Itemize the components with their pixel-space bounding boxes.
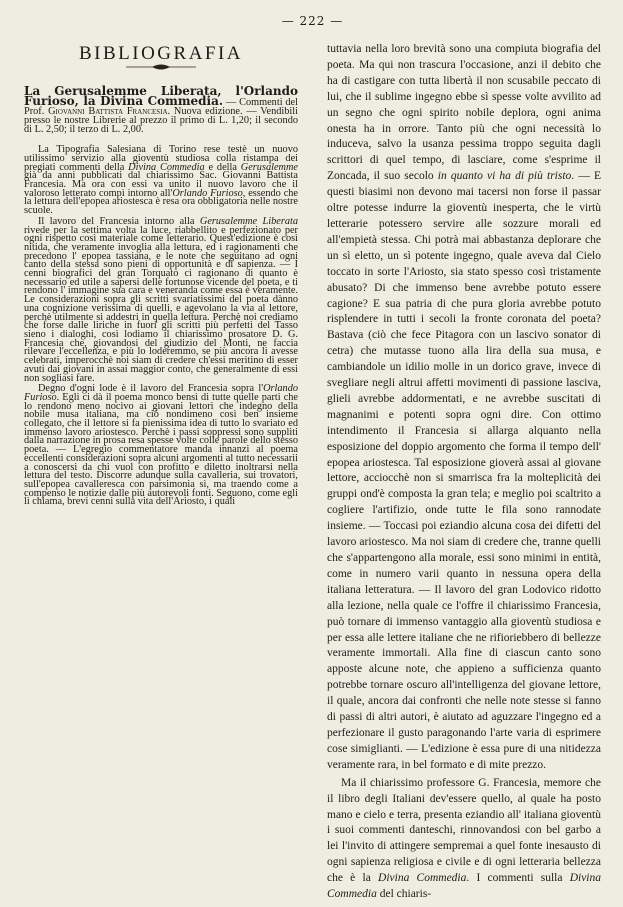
entry-author: Giovanni Battista Francesia [48,106,168,118]
text-run: . I commenti sulla [466,872,570,885]
text-run: tuttavia nella loro brevità sono una compiuta biografia del poeta. Ma qui non trascura l'occasione, anzi il debito che ha di castigare con tutta libertà il non scusabile peccato di lui, che il sublime ingegno ebbe sì spesse volte avvilito ad un segno che ogni spirito nobile deplora, ogni anima onesta ha in orrore. Tanto più che ogni necessità lo induceva, salvo la usanza pessima troppo seguita dagli scrittori di quel tempo, di lasciare, come s'esprime il Zoncada, il suo secolo [327,43,601,183]
text-run: Il lavoro del Francesia intorno alla [38,215,200,227]
text-run: . — E questi biasimi non devono mai tacersi non forse il passar oltre potesse indurre la gioventù inesperta, che le virtù letterarie potessero servire alle sozzure morali ed all'empietà stessa. Chi potrà mai abbastanza deplorare che un sì eletto, un sì potente ingegno, quale aveva dal Cielo toccato in sorte l'Ariosto, sia stato spesso così tristamente abusato? Di che immenso bene avrebbe potuto essere cagione? E sua patria di che pura gloria avrebbe potuto risplendere in tutti i secoli la fronte coronata del poeta? Bastava (ciò che fece Pitagora con un lascivo sonator di cetra) che mutasse tuono alla lira della sua musa, e cambiandole un idilio molle in un dorico grave, invece di svegliare negli altrui affetti movimenti di passione lasciva, glieli avrebbe addormentati, e ne avrebbe suscitati di magnanimi e potenti sopra ogni dire. Con ottimo intendimento il Francesia si allarga alquanto nella esposizione del doppio argomento che forma il tempo dell' epopea ariostesca. Tal esposizione gioverà assai al giovane lettore, acciocchè non si smarrisca fra la molteplicità dei gruppi ond'è composta la gran tela; e meglio poi scaltrito a cogliere l'artifizio, onde tutte le fila sono rannodate insieme. — Toccasi poi eziandio alcuna cosa dei difetti del lavoro ariostesco. Ma noi siam di credere che, tranne quelli che s'appartengono alla morale, essi sono minimi in entità, come in numero varii quanto in nessuna opera della italiana letteratura. — Il lavoro del gran Lodovico ridotto alla lezione, nella quale ce l'offre il chiarissimo Francesia, può tornare di immenso vantaggio alla gioventù studiosa e per essa alle lettere italiane che ne rifioriebbero di bellezze veramente immortali. Alla fine di ciascun canto sono apposte alcune note, che appieno a sufficienza quanto potrebbe tornare oscuro all'intelligenza del giovane lettore, il quale, ancora dai confronti che nelle note stesse si fanno di passi di altri autori, è aiutato ad aguzzare l'ingegno ed a perfezionare il gusto paragonando l'arte varia di esprimere cose simiglianti. — L'edizione è essa pure di una nitidezza veramente rara, in bel formato e di mite prezzo. [327,170,601,771]
text-run: Ma il chiarissimo professore G. Francesia, memore che il libro degli Italiani dev'essere quello, al quale ha posto mano e cielo e terra, presenta eziandio all' italiana gioventù i suoi commenti danteschi, rinnovandosi con bel garbo a lei l'invito di attingere sempremai a quel fonte inesausto di ogni sapienza religiosa e civile e di ogni letteraria bellezza che è la [327,776,601,885]
italic-title: Gerusalemme Liberata [199,215,298,227]
left-paragraph-2 [24,215,298,384]
italic-title: Divina Commedia [378,872,467,885]
right-paragraph-2 [327,776,601,903]
text-run: , essendo che la lettura dell'epopea ariostesca è resa ora obbligatoria nelle nostre scuole. [24,187,298,217]
italic-title: Orlando Furioso [172,187,243,199]
italic-title: Orlando Furioso [24,383,298,403]
two-column-body [24,42,601,903]
bibliography-entry [24,83,298,135]
text-run: Degno d'ogni lode è il lavoro del Francesia sopra l' [38,383,264,395]
text-run: La Tipografia Salesiana di Torino rese testè un nuovo utilissimo servizio alla gioventù studiosa colla ristampa dei pregiati commenti della [24,144,298,173]
text-run: e della [204,161,241,173]
right-paragraph-1 [327,42,601,774]
section-title: BIBLIOGRAFIA [78,43,244,64]
text-run: . Egli ci dà il poema monco bensì di tutte quelle parti che lo rendono meno nocivo ai giovani lettori che indegno della nobile musa italiana, ma ciò nondimeno così ben insieme collegato, che il lettore si fa pienissima idea di tutto lo svariato ed immenso lavoro ariostesco. Perchè i passi soppressi sono suppliti dalla narrazione in prosa resa spesse volte colle parole dello stesso poeta. — L'egregio commentatore manda innanzi al poema eccellenti considerazioni sopra alcuni argomenti al tutto necessarii a conoscersi da chi vuol con profitto e diletto inoltrarsi nella lettura del testo. Discorre adunque sulla cavalleria, sui trovatori, sull'epopea cavalleresca con parsimonia sì, ma traendo come a compenso le notizie dalle più autorevoli fonti. Seguono, come egli li chiama, brevi cenni sulla vita dell'Ariosto, i quali [24,391,298,508]
page-number: — 222 — [281,14,344,28]
entry-desc-1: Commenti del Prof. [24,97,298,118]
text-run: del chiaris- [376,888,432,901]
entry-title: La Gerusalemme Liberata, l'Orlando Furioso, la Divina Commedia. [24,83,298,109]
left-column [24,42,298,903]
italic-phrase: in quanto vi ha di più tristo [437,170,572,183]
left-paragraph-3 [24,385,298,507]
entry-desc-2: . Nuova edizione. — Vendibili presso le nostre Librerie al prezzo il primo di L. 1,20; il secondo di L. 2,50; il terzo di L. 2,00. [24,106,298,135]
entry-dash: — [223,97,240,109]
italic-title: Divina Commedia [128,161,205,173]
text-run: rivede per la settima volta la luce, riabbellito e perfezionato per ogni rispetto così materiale come letterario. Quest'edizione è così nitida, che veramente invoglia alla lettura, ed i ragionamenti che precedono l' epopea tassiana, e le note che seguitano ad ogni canto della stessa sono pieni di opportunità e di sapienza. — I cenni biografici del gran Torquato ci ragionano di quanto è necessario ed utile a sapersi delle fortunose vicende del poeta, e ti rendono l' immagine sua cara e veneranda come essa è veramente. Le considerazioni sopra gli scritti svariatissimi del poeta dànno una cognizione verissima di quelli, e agevolano la via al lettore, perchè utilmente si addestri in quella lettura. Perchè noi crediamo che forse dalle liriche in fuori gli scritti più perfetti del Tasso sieno i dialoghi, così lodiamo il chiarissimo prosatore D. G. Francesia che, giovandosi del giudizio del Monti, ne faccia rilevare l'eccellenza, e più lo loderemmo, se più ancora li avesse celebrati, imperocchè noi siam di credere ch'essi meritino di esser avuti dai giovani in assai maggior conto, che generalmente di essi non sogliasi fare. [24,224,298,384]
italic-title: Divina Commedia [327,872,601,901]
right-column [327,42,601,903]
italic-title: Gerusalemme [240,161,298,173]
text-run: già da anni pubblicati dal chiarissimo Sac. Giovanni Battista Francesia. Ma ora con essi va unito il nuovo lavoro che il valoroso letterato compì intorno all' [24,170,298,199]
left-paragraph-1 [24,146,298,216]
